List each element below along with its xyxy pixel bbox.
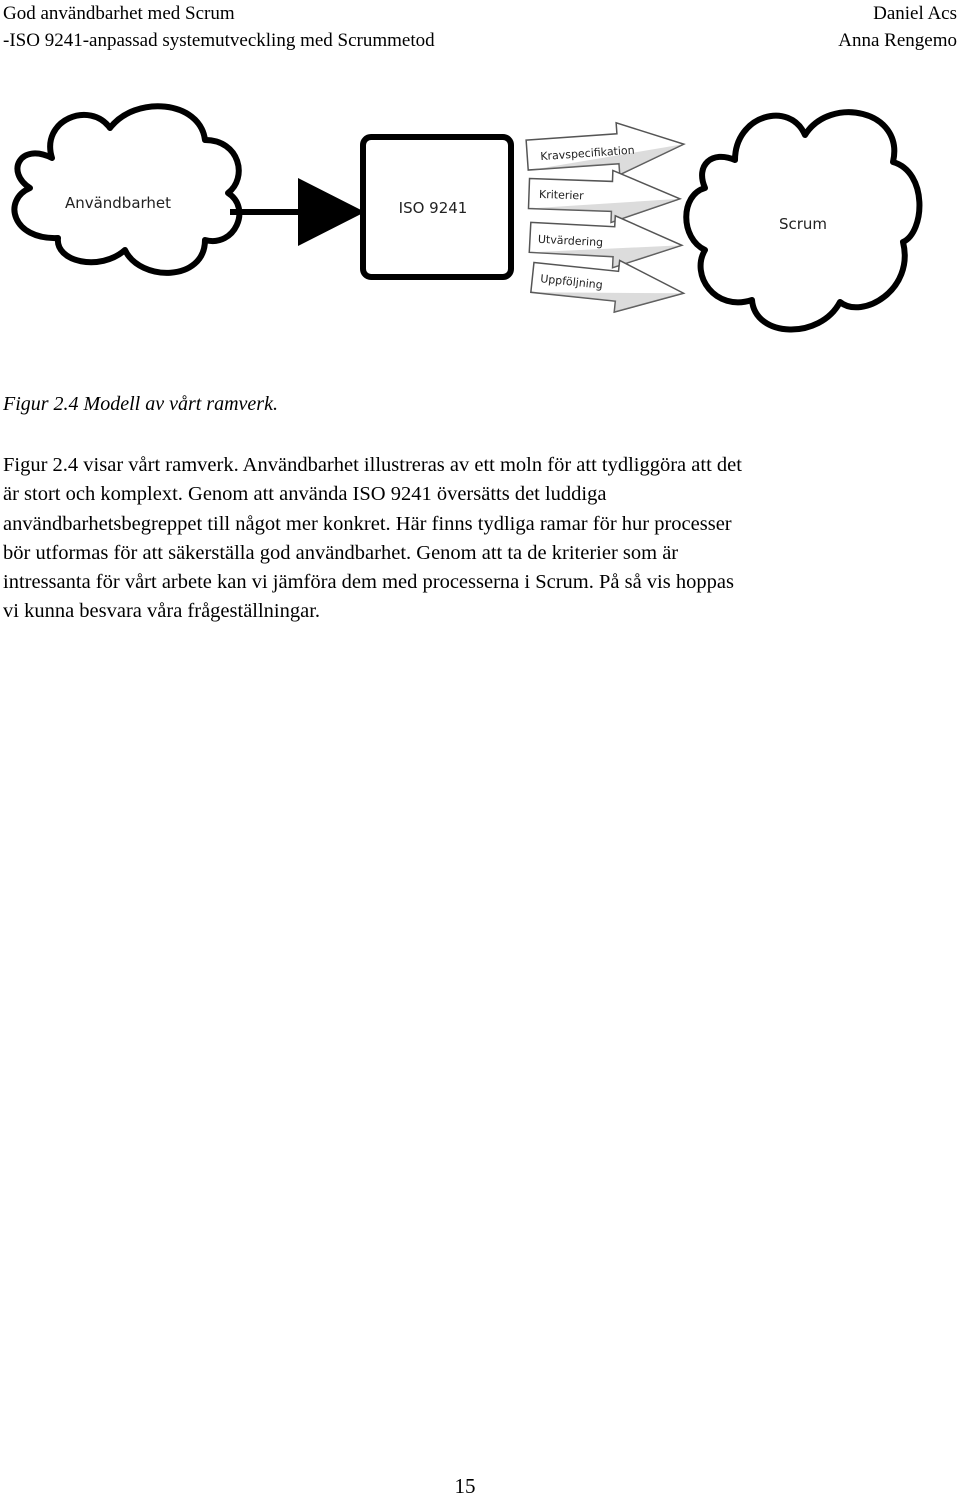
body-line: bör utformas för att säkerställa god användbarhet. Genom att ta de kriterier som är bbox=[3, 541, 679, 564]
iso-box-label: ISO 9241 bbox=[398, 199, 468, 217]
body-line: användbarhetsbegreppet till något mer konkret. Här finns tydliga ramar för hur processer bbox=[3, 512, 732, 535]
arrow-label-kriterier: Kriterier bbox=[538, 187, 584, 203]
header-title: God användbarhet med Scrum bbox=[3, 3, 235, 24]
arrow-utvardering bbox=[529, 211, 684, 271]
right-cloud-label: Scrum bbox=[778, 215, 828, 233]
arrow-uppfoljning bbox=[530, 252, 687, 320]
connector-arrowhead bbox=[298, 178, 365, 246]
page-number: 15 bbox=[454, 1474, 476, 1498]
arrow-kravspecifikation bbox=[525, 118, 685, 181]
arrow-kriterier bbox=[528, 168, 681, 225]
running-header-right bbox=[838, 0, 957, 54]
header-author-1: Daniel Acs bbox=[873, 3, 957, 24]
arrow-label-kravspecifikation: Kravspecifikation bbox=[539, 143, 636, 164]
running-header-left bbox=[3, 0, 435, 54]
arrow-label-utvardering: Utvärdering bbox=[537, 232, 604, 250]
figure-caption: Figur 2.4 Modell av vårt ramverk. bbox=[3, 393, 278, 415]
body-paragraph bbox=[3, 451, 923, 627]
left-cloud-shape bbox=[14, 106, 239, 273]
body-line: Figur 2.4 visar vårt ramverk. Användbarhet illustreras av ett moln för att tydliggöra att det bbox=[3, 454, 742, 476]
header-author-2: Anna Rengemo bbox=[838, 30, 957, 51]
body-line: vi kunna besvara våra frågeställningar. bbox=[3, 600, 321, 623]
body-line: intressanta för vårt arbete kan vi jämföra dem med processerna i Scrum. På så vis hoppas bbox=[3, 571, 734, 594]
arrow-label-uppfoljning: Uppföljning bbox=[539, 272, 604, 292]
left-cloud-label: Användbarhet bbox=[64, 194, 172, 212]
framework-diagram bbox=[0, 95, 960, 350]
body-line: är stort och komplext. Genom att använda ISO 9241 översätts det luddiga bbox=[3, 483, 607, 506]
header-subtitle: -ISO 9241-anpassad systemutveckling med Scrummetod bbox=[3, 30, 435, 51]
